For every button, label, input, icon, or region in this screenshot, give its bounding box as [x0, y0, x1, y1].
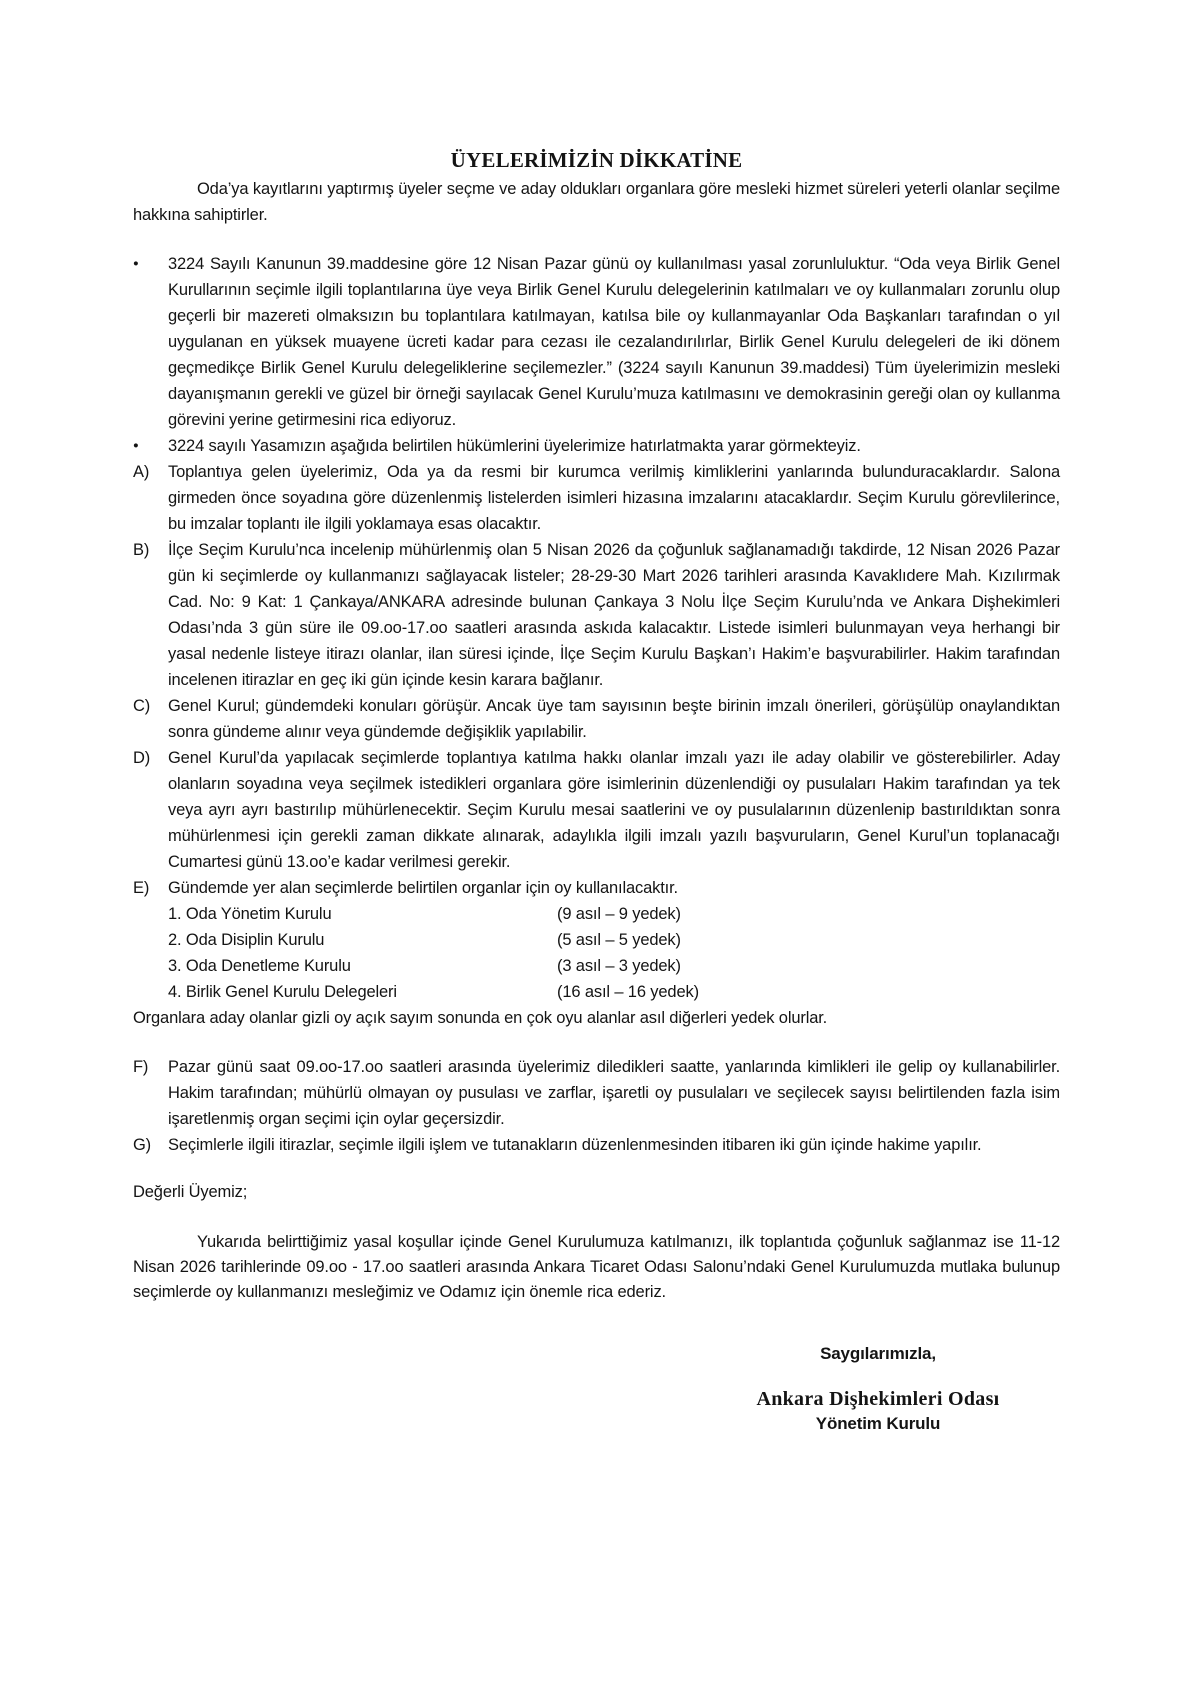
- list-item-text: Seçimlerle ilgili itirazlar, seçimle ilgili işlem ve tutanakların düzenlenmesinden itibaren iki gün içinde hakime yapılır.: [168, 1136, 982, 1154]
- list-item-text: Toplantıya gelen üyelerimiz, Oda ya da resmi bir kurumca verilmiş kimliklerini yanlarında bulunduracaklardır. Salona girmeden önce soyadına göre düzenlenmiş listelerden isimleri hizasına imzalarını atacaklardır. Seçim Kurulu görevlilerince, bu imzalar toplantı ile ilgili yoklamaya esas olacaktır.: [168, 463, 1060, 533]
- items-list: [133, 251, 1060, 1158]
- item-marker: D): [133, 749, 151, 767]
- list-item: [133, 251, 1060, 433]
- organs-note: Organlara aday olanlar gizli oy açık sayım sonunda en çok oyu alanlar asıl diğerleri yedek olurlar.: [133, 1009, 828, 1027]
- item-marker: F): [133, 1058, 149, 1076]
- organ-row: [133, 927, 1060, 953]
- organ-row: [133, 901, 1060, 927]
- organ-seats: (16 asıl – 16 yedek): [557, 983, 699, 1001]
- list-item-b: [133, 537, 1060, 693]
- signature-block: [708, 1343, 1048, 1435]
- list-item-text: Genel Kurul’da yapılacak seçimlerde toplantıya katılma hakkı olanlar imzalı yazı ile aday olabilir ve gösterebilirler. Aday olanların soyadına veya seçilmek istedikleri organlara göre isimlerinin düzenlendiği oy pusulaları Hakim tarafından ya tek veya ayrı ayrı bastırılıp mühürlenecektir. Seçim Kurulu mesai saatlerini ve oy pusulalarının düzenlenip bastırıldıktan sonra mühürlenmesi için gerekli zaman dikkate alınarak, adaylıkla ilgili imzalı yazılı başvuruların, Genel Kurul’un toplanacağı Cumartesi günü 13.oo’e kadar verilmesi gerekir.: [168, 749, 1060, 871]
- intro-paragraph: Oda’ya kayıtlarını yaptırmış üyeler seçme ve aday oldukları organlara göre mesleki hizmet süreleri yeterli olanlar seçilme hakkına sahiptirler.: [133, 180, 1060, 224]
- item-marker: A): [133, 463, 150, 481]
- bullet-icon: ●: [133, 258, 139, 269]
- list-item-text: İlçe Seçim Kurulu’nca incelenip mühürlenmiş olan 5 Nisan 2026 da çoğunluk sağlanamadığı takdirde, 12 Nisan 2026 Pazar gün ki seçimlerde oy kullanmanızı sağlayacak listeler; 28-29-30 Mart 2026 tarihleri arasında Kavaklıdere Mah. Kızılırmak Cad. No: 9 Kat: 1 Çankaya/ANKARA adresinde bulunan Çankaya 3 Nolu İlçe Seçim Kurulu’nda ve Ankara Dişhekimleri Odası’nda 3 gün süre ile 09.oo-17.oo saatleri arasında askıda kalacaktır. Listede isimleri bulunmayan veya herhangi bir yasal nedenle listeye itirazı olanlar, ilan süresi içinde, İlçe Seçim Kurulu Başkan’ı Hakim’e başvurabilirler. Hakim tarafından incelenen itirazlar en geç iki gün içinde kesin karara bağlanır.: [168, 541, 1060, 689]
- organ-row: [133, 953, 1060, 979]
- organ-name: 4. Birlik Genel Kurulu Delegeleri: [168, 983, 397, 1001]
- organ-seats: (3 asıl – 3 yedek): [557, 957, 681, 975]
- list-item-text: Genel Kurul; gündemdeki konuları görüşür. Ancak üye tam sayısının beşte birinin imzalı önerileri, görüşülüp onaylandıktan sonra gündeme alınır veya gündemde değişiklik yapılabilir.: [168, 697, 1060, 741]
- signature-organization: Ankara Dişhekimleri Odası: [756, 1388, 1000, 1410]
- list-item-text: Gündemde yer alan seçimlerde belirtilen organlar için oy kullanılacaktır.: [168, 879, 678, 897]
- organ-name: 1. Oda Yönetim Kurulu: [168, 905, 332, 923]
- bullet-icon: ●: [133, 440, 139, 451]
- list-item-text: 3224 Sayılı Kanunun 39.maddesine göre 12 Nisan Pazar günü oy kullanılması yasal zorunluluktur. “Oda veya Birlik Genel Kurullarının seçimle ilgili toplantılarına üye veya Birlik Genel Kurulu delegelerinin katılmaları ve oy kullanmaları zorunlu olup geçerli bir mazereti olmaksızın bu toplantılara katılmayan, katılsa bile oy kullanmayanlar Oda Başkanları tarafından o yıl uygulanan en yüksek muayene ücreti kadar para cezası ile cezalandırılırlar, Birlik Genel Kurulu delegeleri de iki dönem geçmedikçe Birlik Genel Kurulu delegeliklerine seçilemezler.” (3224 sayılı Kanunun 39.maddesi) Tüm üyelerimizin mesleki dayanışmanın gerekli ve güzel bir örneği sayılacak Genel Kurulu’muza katılmasını ve demokrasinin gereği olan oy kullanma görevini yerine getirmesini rica ediyoruz.: [168, 255, 1060, 429]
- list-item: [133, 433, 1060, 459]
- organ-name: 2. Oda Disiplin Kurulu: [168, 931, 325, 949]
- list-item-text: Pazar günü saat 09.oo-17.oo saatleri arasında üyelerimiz diledikleri saatte, yanlarında kimlikleri ile gelip oy kullanabilirler. Hakim tarafından; mühürlü olmayan oy pusulası ve zarflar, işaretli oy pusulaları ve seçilecek sayısı belirtilenden fazla isim işaretlenmiş organ seçimi için oylar geçersizdir.: [168, 1058, 1060, 1128]
- organ-name: 3. Oda Denetleme Kurulu: [168, 957, 351, 975]
- item-marker: G): [133, 1136, 152, 1154]
- list-item-c: [133, 693, 1060, 745]
- list-item-e: [133, 875, 1060, 901]
- item-marker: E): [133, 879, 150, 897]
- list-item-f: [133, 1054, 1060, 1132]
- salutation: Değerli Üyemiz;: [133, 1183, 248, 1201]
- document-title: ÜYELERİMİZİN DİKKATİNE: [450, 148, 743, 172]
- closing-paragraph: Yukarıda belirttiğimiz yasal koşullar içinde Genel Kurulumuza katılmanızı, ilk toplantıda çoğunluk sağlanmaz ise 11-12 Nisan 2026 tarihlerinde 09.oo - 17.oo saatleri arasında Ankara Ticaret Odası Salonu’ndaki Genel Kurulumuzda mutlaka bulunup seçimlerde oy kullanmanızı mesleğimiz ve Odamız için önemle rica ederiz.: [133, 1233, 1060, 1301]
- item-marker: B): [133, 541, 150, 559]
- organ-seats: (9 asıl – 9 yedek): [557, 905, 681, 923]
- list-item-text: 3224 sayılı Yasamızın aşağıda belirtilen hükümlerini üyelerimize hatırlatmakta yarar görmekteyiz.: [168, 437, 861, 455]
- signature-regards: Saygılarımızla,: [820, 1344, 936, 1363]
- organ-seats: (5 asıl – 5 yedek): [557, 931, 681, 949]
- organ-row: [133, 979, 1060, 1005]
- list-item-a: [133, 459, 1060, 537]
- signature-unit: Yönetim Kurulu: [815, 1414, 941, 1433]
- list-item-g: [133, 1132, 1060, 1158]
- item-marker: C): [133, 697, 151, 715]
- list-item-d: [133, 745, 1060, 875]
- organ-list: [133, 901, 1060, 1005]
